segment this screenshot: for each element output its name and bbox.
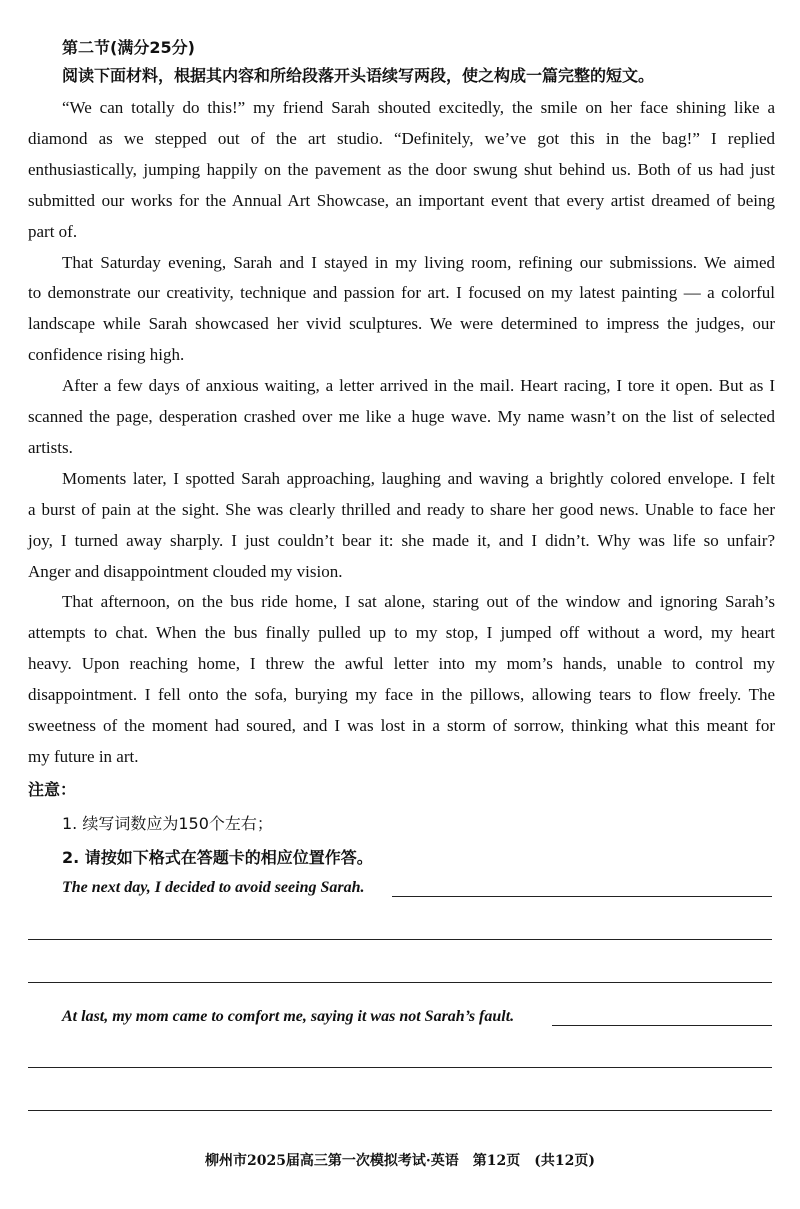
page-footer: 柳州市2025届高三第一次模拟考试·英语 第12页 (共12页) [204,1153,596,1169]
passage-line: part of. [28,221,78,241]
passage-line: enthusiastically, jumping happily on the pavement as the door swung shut behind us. Both of us had just [28,159,775,179]
passage-line: Anger and disappointment clouded my vision. [28,561,343,581]
passage-line: joy, I turned away sharply. I just couldn’t bear it: she made it, and I didn’t. Why was life so unfair? [28,530,775,550]
passage-line: confidence rising high. [28,345,185,365]
passage-line: landscape while Sarah showcased her vivid sculptures. We were determined to impress the judges, our [28,314,775,334]
passage-line: “We can totally do this!” my friend Sarah shouted excitedly, the smile on her face shining like a [62,98,775,117]
note-2: 2. 请按如下格式在答题卡的相应位置作答。 [62,848,373,867]
passage-line: sweetness of the moment had soured, and I was lost in a storm of sorrow, thinking what this meant for [28,716,775,735]
answer-line[interactable] [28,1110,772,1111]
answer-line[interactable] [392,896,772,897]
notes-title: 注意： [28,780,77,799]
passage-line: artists. [28,437,73,457]
answer-line[interactable] [552,1025,772,1026]
passage-line: Moments later, I spotted Sarah approaching, laughing and waving a brightly colored envelope. I felt [62,468,775,488]
passage-line: submitted our works for the Annual Art Showcase, an important event that every artist dreamed of being [28,190,775,210]
instruction: 阅读下面材料，根据其内容和所给段落开头语续写两段，使之构成一篇完整的短文。 [62,66,655,85]
prompt-1: The next day, I decided to avoid seeing Sarah. [62,879,365,896]
passage-line: heavy. Upon reaching home, I threw the awful letter into my mom’s hands, unable to control my [28,654,775,674]
passage-line: to demonstrate our creativity, technique and passion for art. I focused on my latest painting — a colorful [28,283,775,303]
answer-line[interactable] [28,1067,772,1068]
passage-line: disappointment. I fell onto the sofa, burying my face in the pillows, allowing tears to flow freely. The [28,685,775,705]
passage-line: scanned the page, desperation crashed over me like a huge wave. My name wasn’t on the list of selected [28,407,775,426]
answer-line[interactable] [28,982,772,983]
passage-line: diamond as we stepped out of the art studio. “Definitely, we’ve got this in the bag!” I replied [28,128,775,148]
passage-line: my future in art. [28,746,139,766]
passage-line: attempts to chat. When the bus finally pulled up to my stop, I jumped off without a word, my heart [28,623,775,643]
prompt-2: At last, my mom came to comfort me, saying it was not Sarah’s fault. [62,1008,515,1025]
note-1: 1. 续写词数应为150个左右； [62,814,273,833]
passage-line: a burst of pain at the sight. She was clearly thrilled and ready to share her good news. Unable to face her [28,499,775,519]
passage-line: After a few days of anxious waiting, a letter arrived in the mail. Heart racing, I tore it open. But as I [62,376,775,396]
passage-line: That afternoon, on the bus ride home, I sat alone, staring out of the window and ignoring Sarah’s [62,592,775,612]
passage-line: That Saturday evening, Sarah and I stayed in my living room, refining our submissions. We aimed [62,252,775,272]
section-title: 第二节(满分25分) [62,38,195,57]
answer-line[interactable] [28,939,772,940]
